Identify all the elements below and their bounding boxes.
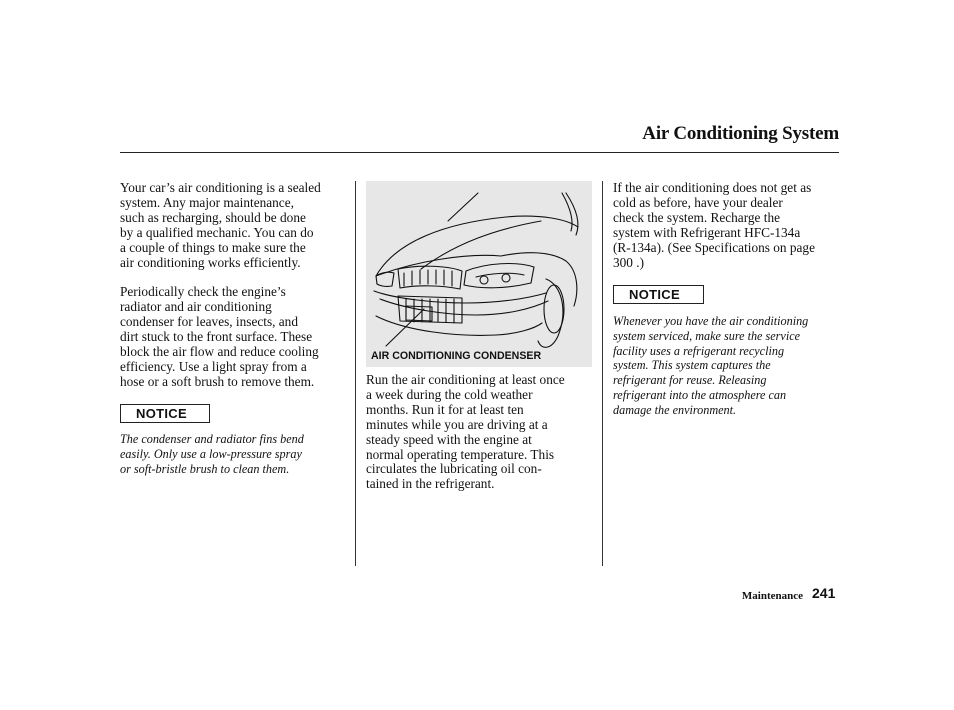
notice-label-2: NOTICE	[613, 285, 704, 304]
notice-label-1: NOTICE	[120, 404, 210, 423]
column-2	[366, 373, 598, 492]
intro-paragraph: Your car’s air conditioning is a sealed system. Any major maintenance, such as recharging, should be done by a qualified mechanic. You can do a couple of things to make sure the air conditioning works efficiently.	[120, 180, 321, 270]
notice-text-1: The condenser and radiator fins bend easily. Only use a low-pressure spray or soft-bristle brush to clean them.	[120, 432, 304, 476]
footer-section-label: Maintenance	[741, 590, 803, 602]
car-front-illustration	[366, 181, 592, 367]
column-divider-1	[355, 181, 356, 566]
recharge-paragraph: If the air conditioning does not get as cold as before, have your dealer check the system. Recharge the system with Refrigerant HFC-134a (R-134a). (See Specifications on page 300 .)	[613, 180, 815, 270]
column-3	[613, 181, 845, 270]
column-divider-2	[602, 181, 603, 566]
header-rule	[120, 152, 839, 153]
notice-text-2: Whenever you have the air conditioning system serviced, make sure the service facility uses a refrigerant recycling system. This system captures the refrigerant for reuse. Releasing refrigerant into the atmosphere can damage the environment.	[613, 314, 809, 417]
figure-caption: AIR CONDITIONING CONDENSER	[371, 350, 542, 362]
page-title: Air Conditioning System	[642, 123, 839, 144]
usage-paragraph: Run the air conditioning at least once a week during the cold weather months. Run it for at least ten minutes while you are driving at a steady speed with the engine at normal operating temperature. This circulates the lubricating oil con- tained in the refrigerant.	[366, 372, 565, 492]
maintenance-paragraph: Periodically check the engine’s radiator and air conditioning condenser for leaves, insects, and dirt stuck to the front surface. These block the air flow and reduce cooling efficiency. Use a light spray from a hose or a soft brush to remove them.	[120, 284, 319, 389]
column-1	[120, 181, 352, 390]
page-number: 241	[812, 585, 836, 601]
condenser-figure	[366, 181, 592, 367]
